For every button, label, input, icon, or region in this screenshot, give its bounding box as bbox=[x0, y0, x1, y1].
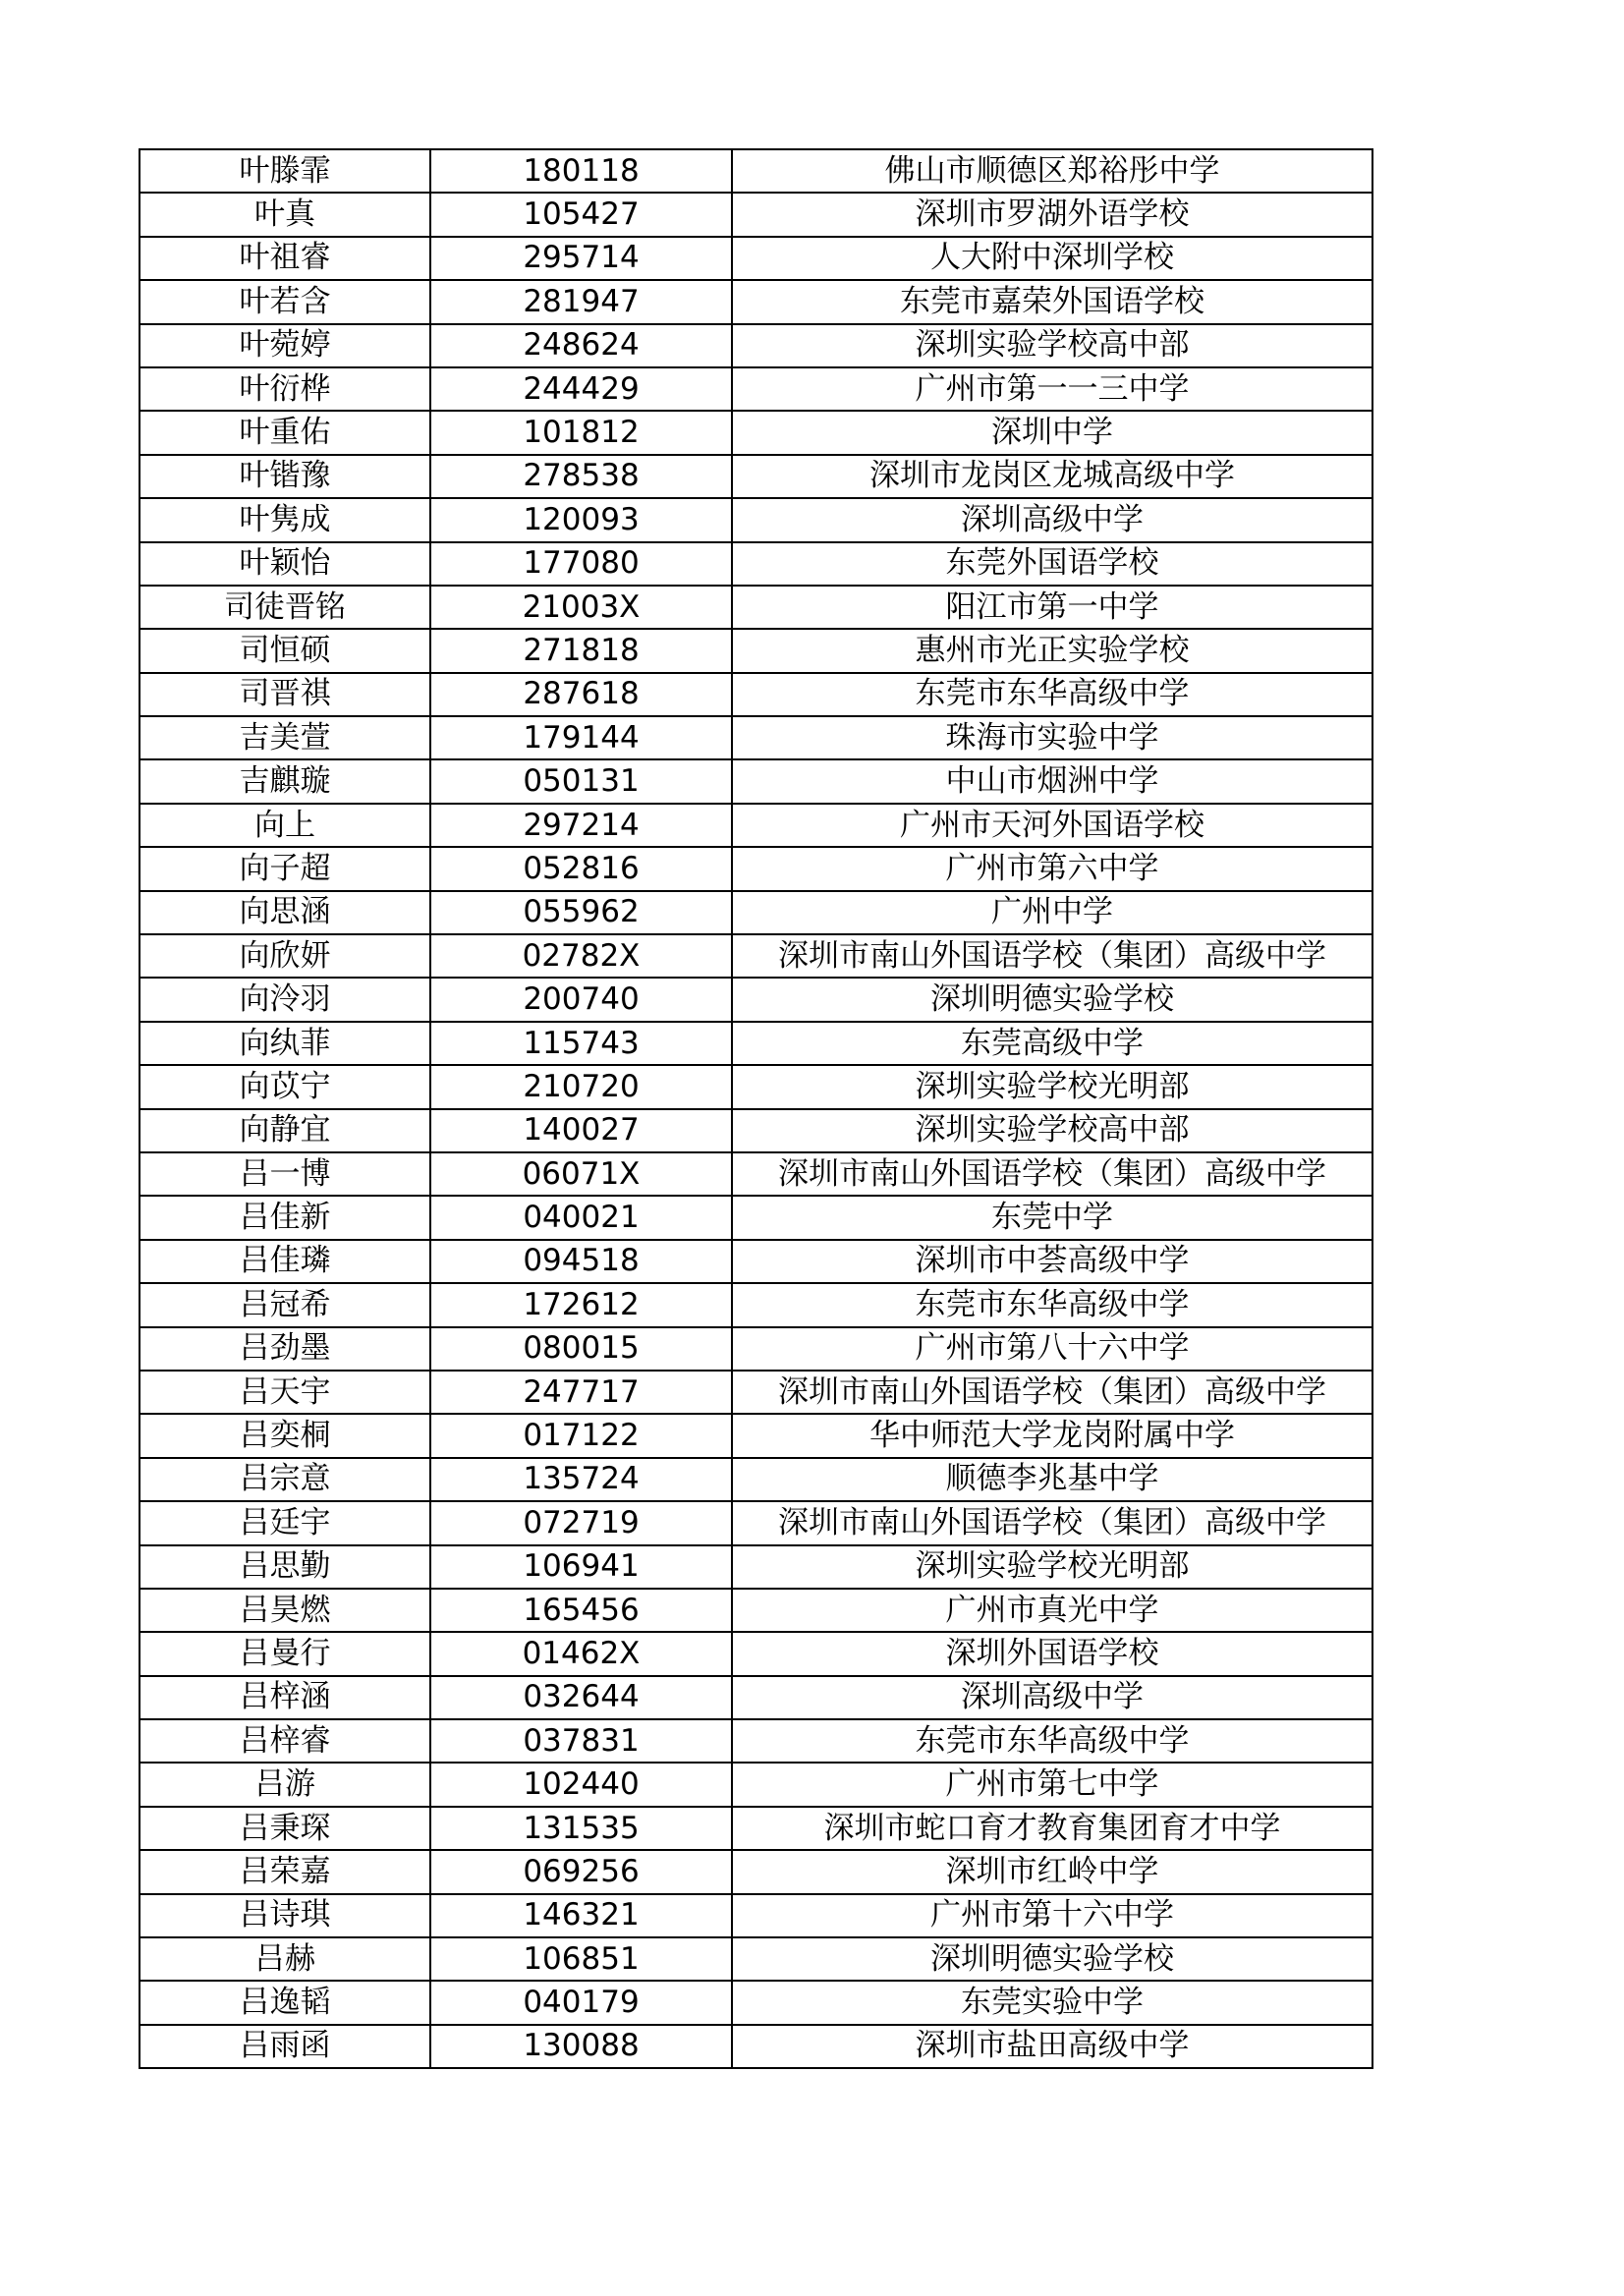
student-name-cell: 叶滕霏 bbox=[140, 149, 430, 193]
table-row bbox=[140, 280, 1372, 323]
student-name-cell: 吕廷宇 bbox=[140, 1501, 430, 1544]
student-name-cell: 吕梓涵 bbox=[140, 1676, 430, 1719]
student-id-cell: 102440 bbox=[430, 1763, 732, 1806]
student-id-cell: 032644 bbox=[430, 1676, 732, 1719]
student-name-cell: 吕梓睿 bbox=[140, 1719, 430, 1763]
table-row bbox=[140, 1676, 1372, 1719]
table-row bbox=[140, 629, 1372, 672]
table-row bbox=[140, 1937, 1372, 1981]
student-id-cell: 037831 bbox=[430, 1719, 732, 1763]
student-name-cell: 吕曼行 bbox=[140, 1632, 430, 1675]
student-name-cell: 吕赫 bbox=[140, 1937, 430, 1981]
student-id-cell: 115743 bbox=[430, 1022, 732, 1065]
table-row bbox=[140, 498, 1372, 541]
school-name-cell: 深圳实验学校高中部 bbox=[732, 1109, 1372, 1152]
table-row bbox=[140, 1022, 1372, 1065]
student-id-cell: 06071X bbox=[430, 1152, 732, 1196]
student-id-cell: 200740 bbox=[430, 978, 732, 1021]
school-name-cell: 深圳实验学校光明部 bbox=[732, 1065, 1372, 1108]
student-id-cell: 179144 bbox=[430, 716, 732, 759]
student-id-cell: 248624 bbox=[430, 324, 732, 367]
student-name-cell: 吕奕桐 bbox=[140, 1414, 430, 1457]
school-name-cell: 深圳外国语学校 bbox=[732, 1632, 1372, 1675]
student-id-cell: 02782X bbox=[430, 934, 732, 978]
table-row bbox=[140, 1458, 1372, 1501]
table-row bbox=[140, 847, 1372, 890]
student-name-cell: 叶菀婷 bbox=[140, 324, 430, 367]
student-name-cell: 向子超 bbox=[140, 847, 430, 890]
student-name-cell: 司徒晋铭 bbox=[140, 586, 430, 629]
table-row bbox=[140, 324, 1372, 367]
student-name-cell: 向静宜 bbox=[140, 1109, 430, 1152]
school-name-cell: 深圳市中荟高级中学 bbox=[732, 1240, 1372, 1283]
student-id-cell: 050131 bbox=[430, 759, 732, 803]
table-row bbox=[140, 1371, 1372, 1414]
student-id-cell: 247717 bbox=[430, 1371, 732, 1414]
student-name-cell: 司恒硕 bbox=[140, 629, 430, 672]
student-name-cell: 向苡宁 bbox=[140, 1065, 430, 1108]
school-name-cell: 深圳市罗湖外语学校 bbox=[732, 193, 1372, 236]
table-row bbox=[140, 1283, 1372, 1326]
student-id-cell: 177080 bbox=[430, 542, 732, 586]
school-name-cell: 广州市第六中学 bbox=[732, 847, 1372, 890]
table-row bbox=[140, 804, 1372, 847]
school-name-cell: 深圳市盐田高级中学 bbox=[732, 2025, 1372, 2068]
table-row bbox=[140, 586, 1372, 629]
table-row bbox=[140, 716, 1372, 759]
school-name-cell: 东莞市东华高级中学 bbox=[732, 1283, 1372, 1326]
student-name-cell: 吕一博 bbox=[140, 1152, 430, 1196]
student-id-cell: 017122 bbox=[430, 1414, 732, 1457]
school-name-cell: 广州市第一一三中学 bbox=[732, 367, 1372, 411]
table-row bbox=[140, 1152, 1372, 1196]
school-name-cell: 深圳实验学校高中部 bbox=[732, 324, 1372, 367]
student-id-cell: 146321 bbox=[430, 1894, 732, 1937]
student-name-cell: 吕逸韬 bbox=[140, 1981, 430, 2024]
student-id-cell: 140027 bbox=[430, 1109, 732, 1152]
table-row bbox=[140, 1109, 1372, 1152]
student-name-cell: 吕佳璘 bbox=[140, 1240, 430, 1283]
student-id-cell: 101812 bbox=[430, 411, 732, 454]
student-id-cell: 295714 bbox=[430, 237, 732, 280]
school-name-cell: 深圳市红岭中学 bbox=[732, 1850, 1372, 1893]
student-id-cell: 287618 bbox=[430, 673, 732, 716]
table-row bbox=[140, 1894, 1372, 1937]
student-id-cell: 271818 bbox=[430, 629, 732, 672]
school-name-cell: 顺德李兆基中学 bbox=[732, 1458, 1372, 1501]
table-row bbox=[140, 1240, 1372, 1283]
student-name-cell: 吕思勤 bbox=[140, 1545, 430, 1589]
school-name-cell: 深圳市南山外国语学校（集团）高级中学 bbox=[732, 1152, 1372, 1196]
school-name-cell: 深圳明德实验学校 bbox=[732, 978, 1372, 1021]
student-name-cell: 叶真 bbox=[140, 193, 430, 236]
student-id-cell: 278538 bbox=[430, 455, 732, 498]
student-name-cell: 吉麒璇 bbox=[140, 759, 430, 803]
student-name-cell: 司晋祺 bbox=[140, 673, 430, 716]
table-row bbox=[140, 1414, 1372, 1457]
student-name-cell: 叶祖睿 bbox=[140, 237, 430, 280]
roster-table bbox=[139, 148, 1373, 2069]
table-row bbox=[140, 978, 1372, 1021]
student-name-cell: 吕诗琪 bbox=[140, 1894, 430, 1937]
table-row bbox=[140, 1065, 1372, 1108]
table-row bbox=[140, 237, 1372, 280]
school-name-cell: 深圳明德实验学校 bbox=[732, 1937, 1372, 1981]
student-id-cell: 244429 bbox=[430, 367, 732, 411]
school-name-cell: 华中师范大学龙岗附属中学 bbox=[732, 1414, 1372, 1457]
school-name-cell: 深圳市蛇口育才教育集团育才中学 bbox=[732, 1807, 1372, 1850]
table-row bbox=[140, 1763, 1372, 1806]
school-name-cell: 深圳高级中学 bbox=[732, 1676, 1372, 1719]
student-id-cell: 040021 bbox=[430, 1196, 732, 1239]
student-name-cell: 向纨菲 bbox=[140, 1022, 430, 1065]
student-id-cell: 094518 bbox=[430, 1240, 732, 1283]
school-name-cell: 人大附中深圳学校 bbox=[732, 237, 1372, 280]
student-name-cell: 叶重佑 bbox=[140, 411, 430, 454]
table-row bbox=[140, 1589, 1372, 1632]
student-name-cell: 吕宗意 bbox=[140, 1458, 430, 1501]
school-name-cell: 深圳市南山外国语学校（集团）高级中学 bbox=[732, 934, 1372, 978]
student-name-cell: 吕冠希 bbox=[140, 1283, 430, 1326]
student-name-cell: 向思涵 bbox=[140, 891, 430, 934]
student-name-cell: 吕雨函 bbox=[140, 2025, 430, 2068]
student-id-cell: 281947 bbox=[430, 280, 732, 323]
school-name-cell: 广州市第七中学 bbox=[732, 1763, 1372, 1806]
student-id-cell: 105427 bbox=[430, 193, 732, 236]
table-row bbox=[140, 1196, 1372, 1239]
table-row bbox=[140, 1807, 1372, 1850]
table-row bbox=[140, 367, 1372, 411]
table-row bbox=[140, 411, 1372, 454]
roster-table-body bbox=[140, 149, 1372, 2068]
student-name-cell: 吕昊燃 bbox=[140, 1589, 430, 1632]
student-id-cell: 069256 bbox=[430, 1850, 732, 1893]
school-name-cell: 东莞外国语学校 bbox=[732, 542, 1372, 586]
school-name-cell: 深圳实验学校光明部 bbox=[732, 1545, 1372, 1589]
school-name-cell: 中山市烟洲中学 bbox=[732, 759, 1372, 803]
school-name-cell: 深圳市龙岗区龙城高级中学 bbox=[732, 455, 1372, 498]
school-name-cell: 东莞市嘉荣外国语学校 bbox=[732, 280, 1372, 323]
table-row bbox=[140, 759, 1372, 803]
student-name-cell: 叶锴豫 bbox=[140, 455, 430, 498]
table-row bbox=[140, 2025, 1372, 2068]
student-name-cell: 吕荣嘉 bbox=[140, 1850, 430, 1893]
student-id-cell: 180118 bbox=[430, 149, 732, 193]
student-id-cell: 120093 bbox=[430, 498, 732, 541]
table-row bbox=[140, 1981, 1372, 2024]
table-row bbox=[140, 193, 1372, 236]
school-name-cell: 广州市真光中学 bbox=[732, 1589, 1372, 1632]
table-row bbox=[140, 673, 1372, 716]
student-id-cell: 106851 bbox=[430, 1937, 732, 1981]
student-id-cell: 297214 bbox=[430, 804, 732, 847]
student-id-cell: 080015 bbox=[430, 1327, 732, 1371]
school-name-cell: 广州市天河外国语学校 bbox=[732, 804, 1372, 847]
student-name-cell: 吕秉琛 bbox=[140, 1807, 430, 1850]
student-id-cell: 131535 bbox=[430, 1807, 732, 1850]
school-name-cell: 阳江市第一中学 bbox=[732, 586, 1372, 629]
school-name-cell: 东莞高级中学 bbox=[732, 1022, 1372, 1065]
school-name-cell: 东莞市东华高级中学 bbox=[732, 673, 1372, 716]
school-name-cell: 广州市第十六中学 bbox=[732, 1894, 1372, 1937]
student-name-cell: 吕游 bbox=[140, 1763, 430, 1806]
student-name-cell: 叶衍桦 bbox=[140, 367, 430, 411]
student-name-cell: 叶隽成 bbox=[140, 498, 430, 541]
school-name-cell: 深圳市南山外国语学校（集团）高级中学 bbox=[732, 1501, 1372, 1544]
student-id-cell: 106941 bbox=[430, 1545, 732, 1589]
table-row bbox=[140, 455, 1372, 498]
student-name-cell: 吕劲墨 bbox=[140, 1327, 430, 1371]
school-name-cell: 珠海市实验中学 bbox=[732, 716, 1372, 759]
student-name-cell: 向泠羽 bbox=[140, 978, 430, 1021]
student-id-cell: 210720 bbox=[430, 1065, 732, 1108]
student-name-cell: 叶若含 bbox=[140, 280, 430, 323]
table-row bbox=[140, 149, 1372, 193]
student-id-cell: 052816 bbox=[430, 847, 732, 890]
school-name-cell: 东莞市东华高级中学 bbox=[732, 1719, 1372, 1763]
student-id-cell: 172612 bbox=[430, 1283, 732, 1326]
table-row bbox=[140, 1327, 1372, 1371]
school-name-cell: 深圳市南山外国语学校（集团）高级中学 bbox=[732, 1371, 1372, 1414]
school-name-cell: 惠州市光正实验学校 bbox=[732, 629, 1372, 672]
student-name-cell: 向欣妍 bbox=[140, 934, 430, 978]
table-row bbox=[140, 1632, 1372, 1675]
school-name-cell: 广州市第八十六中学 bbox=[732, 1327, 1372, 1371]
student-id-cell: 21003X bbox=[430, 586, 732, 629]
student-name-cell: 向上 bbox=[140, 804, 430, 847]
school-name-cell: 广州中学 bbox=[732, 891, 1372, 934]
table-row bbox=[140, 934, 1372, 978]
student-name-cell: 吕天宇 bbox=[140, 1371, 430, 1414]
school-name-cell: 东莞中学 bbox=[732, 1196, 1372, 1239]
table-row bbox=[140, 1501, 1372, 1544]
student-id-cell: 040179 bbox=[430, 1981, 732, 2024]
table-row bbox=[140, 542, 1372, 586]
student-id-cell: 01462X bbox=[430, 1632, 732, 1675]
school-name-cell: 东莞实验中学 bbox=[732, 1981, 1372, 2024]
table-row bbox=[140, 1850, 1372, 1893]
student-id-cell: 135724 bbox=[430, 1458, 732, 1501]
table-row bbox=[140, 1545, 1372, 1589]
school-name-cell: 深圳中学 bbox=[732, 411, 1372, 454]
student-name-cell: 吕佳新 bbox=[140, 1196, 430, 1239]
student-name-cell: 叶颖怡 bbox=[140, 542, 430, 586]
table-row bbox=[140, 891, 1372, 934]
school-name-cell: 深圳高级中学 bbox=[732, 498, 1372, 541]
student-name-cell: 吉美萱 bbox=[140, 716, 430, 759]
table-row bbox=[140, 1719, 1372, 1763]
student-id-cell: 072719 bbox=[430, 1501, 732, 1544]
school-name-cell: 佛山市顺德区郑裕彤中学 bbox=[732, 149, 1372, 193]
student-id-cell: 130088 bbox=[430, 2025, 732, 2068]
student-id-cell: 165456 bbox=[430, 1589, 732, 1632]
student-id-cell: 055962 bbox=[430, 891, 732, 934]
